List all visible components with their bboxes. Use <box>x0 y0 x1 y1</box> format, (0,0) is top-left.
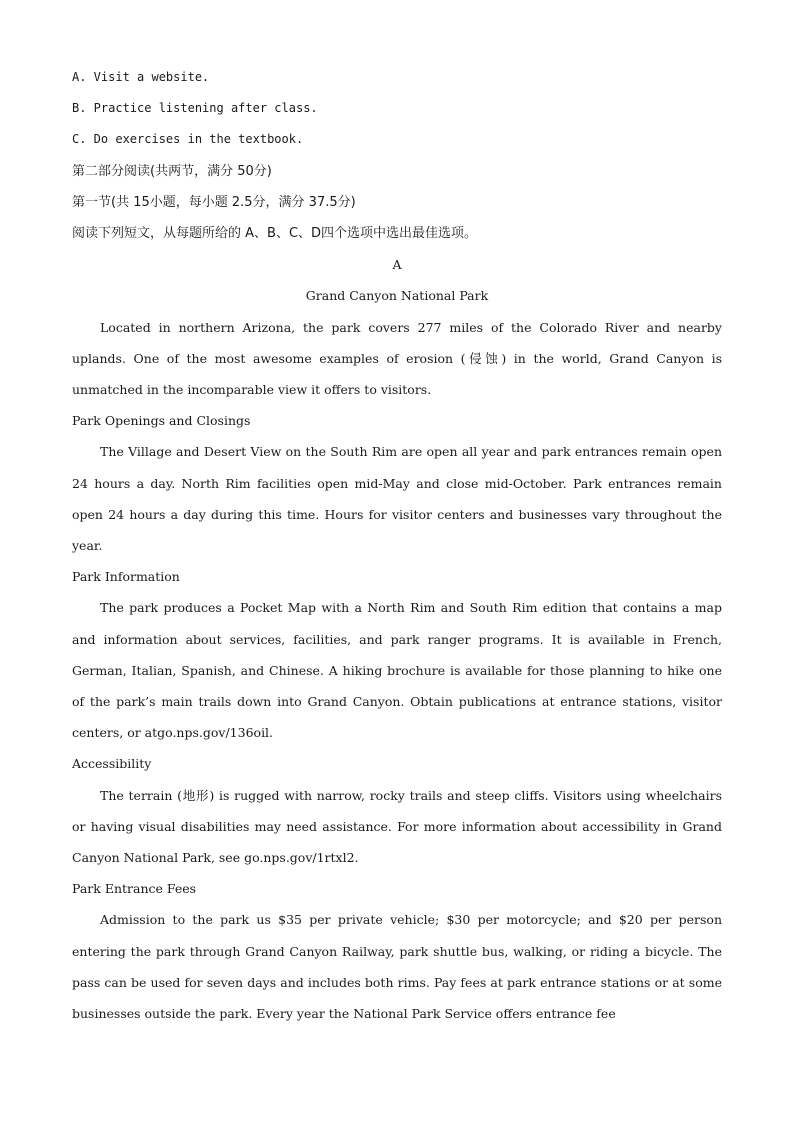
passage-title: Grand Canyon National Park <box>305 288 489 304</box>
section-heading-accessibility: Accessibility <box>72 756 152 772</box>
section-text-accessibility: The terrain (地形) is rugged with narrow, rocky trails and steep cliffs. Visitors using wheelchairs or having visual disabilities may need assistance. For more information about accessibility in Grand Canyon National Park, see go.nps.gov/1rtxl2. <box>72 787 722 865</box>
option-a: A. Visit a website. <box>72 70 210 84</box>
passage-letter: A <box>392 257 402 273</box>
part-header: 第二部分阅读(共两节，满分 50分) <box>72 163 272 179</box>
section-header: 第一节(共 15小题，每小题 2.5分，满分 37.5分) <box>72 194 356 210</box>
passage-intro: Located in northern Arizona, the park covers 277 miles of the Colorado River and nearby uplands. One of the most awesome examples of erosion (侵蚀) in the world, Grand Canyon is unmatched in the incomparable view it offers to visitors. <box>72 319 722 397</box>
option-c: C. Do exercises in the textbook. <box>72 132 304 147</box>
section-text-information: The park produces a Pocket Map with a North Rim and South Rim edition that contains a map and information about services, facilities, and park ranger programs. It is available in French, German, Italian, Spanish, and Chinese. A hiking brochure is available for those planning to hike one of the park’s main trails down into Grand Canyon. Obtain publications at entrance stations, visitor centers, or atgo.nps.gov/136oil. <box>72 600 722 741</box>
section-heading-fees: Park Entrance Fees <box>72 881 197 897</box>
section-text-openings: The Village and Desert View on the South Rim are open all year and park entrances remain open 24 hours a day. North Rim facilities open mid-May and close mid-October. Park entrances remain open 24 hours a day during this time. Hours for visitor centers and businesses vary throughout the year. <box>72 444 722 553</box>
document-page <box>72 62 722 1029</box>
section-heading-information: Park Information <box>72 569 180 585</box>
section-text-fees: Admission to the park us $35 per private vehicle; $30 per motorcycle; and $20 per person entering the park through Grand Canyon Railway, park shuttle bus, walking, or riding a bicycle. The pass can be used for seven days and includes both rims. Pay fees at park entrance stations or at some businesses outside the park. Every year the National Park Service offers entrance fee <box>72 912 722 1021</box>
option-b: B. Practice listening after class. <box>72 101 318 116</box>
section-heading-openings: Park Openings and Closings <box>72 413 251 429</box>
instruction: 阅读下列短文，从每题所给的 A、B、C、D四个选项中选出最佳选项。 <box>72 225 478 241</box>
